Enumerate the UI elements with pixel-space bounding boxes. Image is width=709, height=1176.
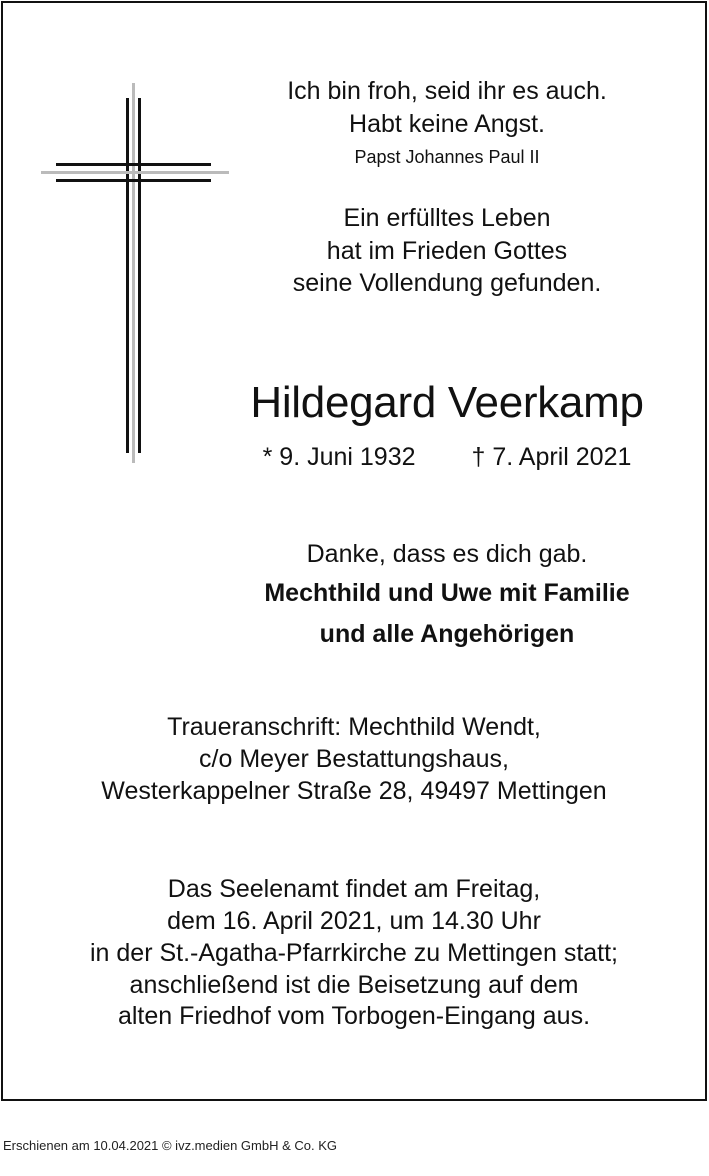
address-line-2: c/o Meyer Bestattungshaus, bbox=[199, 745, 509, 773]
family-line-1: Mechthild und Uwe mit Familie bbox=[264, 579, 630, 607]
obituary-frame bbox=[1, 1, 707, 1101]
verse-line-1: Ein erfülltes Leben bbox=[343, 204, 551, 232]
service-line-4: anschließend ist die Beisetzung auf dem bbox=[129, 971, 579, 999]
service-line-1: Das Seelenamt findet am Freitag, bbox=[167, 875, 541, 903]
life-dates bbox=[192, 441, 702, 473]
service-line-3: in der St.-Agatha-Pfarrkirche zu Mettingen statt; bbox=[89, 939, 618, 967]
service-line-2: dem 16. April 2021, um 14.30 Uhr bbox=[167, 907, 541, 935]
quote-author: Papst Johannes Paul II bbox=[354, 147, 540, 167]
thanks-line: Danke, dass es dich gab. bbox=[306, 540, 588, 568]
birth-date: * 9. Juni 1932 bbox=[262, 443, 416, 471]
address-line-1: Traueranschrift: Mechthild Wendt, bbox=[167, 713, 541, 741]
address-line-3: Westerkappelner Straße 28, 49497 Mettingen bbox=[101, 777, 607, 805]
death-date: † 7. April 2021 bbox=[471, 443, 632, 471]
service-line-5: alten Friedhof vom Torbogen-Eingang aus. bbox=[117, 1002, 591, 1030]
deceased-name: Hildegard Veerkamp bbox=[250, 378, 644, 427]
quote-line-1: Ich bin froh, seid ihr es auch. bbox=[287, 77, 607, 105]
verse-line-2: hat im Frieden Gottes bbox=[326, 237, 568, 265]
publication-footer: Erschienen am 10.04.2021 © ivz.medien GmbH & Co. KG bbox=[3, 1138, 338, 1153]
quote-line-2: Habt keine Angst. bbox=[349, 110, 545, 138]
family-line-2: und alle Angehörigen bbox=[319, 620, 575, 648]
verse-line-3: seine Vollendung gefunden. bbox=[292, 269, 602, 297]
